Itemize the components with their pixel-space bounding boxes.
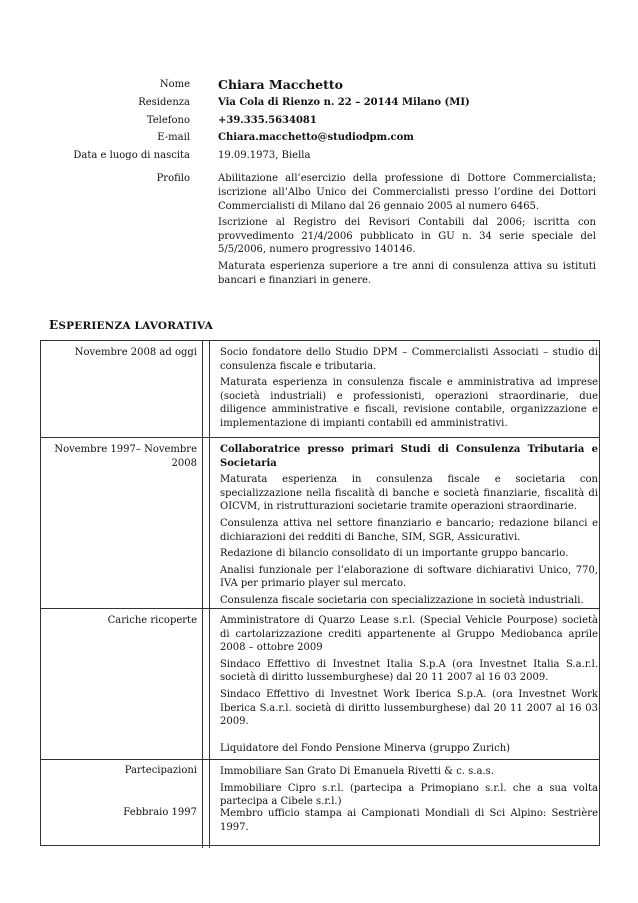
column-divider (202, 341, 210, 437)
residence-value: Via Cola di Rienzo n. 22 – 20144 Milano (MI) (218, 97, 470, 108)
experience-paragraph: Amministratore di Quarzo Lease s.r.l. (Special Vehicle Pourpose) società di cartolarizzazione crediti appartenente al Gruppo Mediobanca aprile 2008 – ottobre 2009 (220, 615, 598, 654)
experience-paragraph: Socio fondatore dello Studio DPM – Commercialisti Associati – studio di consulenza fiscale e tributaria. (220, 347, 598, 372)
name-label: Nome (159, 79, 190, 90)
birth-row (0, 149, 638, 163)
experience-row (41, 437, 599, 608)
experience-period: Novembre 1997– Novembre 2008 (54, 444, 197, 469)
experience-paragraph: Sindaco Effettivo di Investnet Italia S.p.A (ora Investnet Italia S.a.r.l. società di diritto lussemburghese) dal 20 11 2007 al 16 03 2009. (220, 658, 598, 684)
email-value[interactable]: Chiara.macchetto@studiodpm.com (218, 132, 414, 144)
experience-period: Novembre 2008 ad oggi (74, 347, 197, 358)
experience-description (220, 760, 598, 808)
profile-paragraph: Iscrizione al Registro dei Revisori Contabili dal 2006; iscritta con provvedimento 21/4/2006 pubblicato in GU n. 34 serie speciale del 5/5/2006, numero progressivo 140146. (218, 217, 596, 256)
phone-row (0, 114, 638, 128)
section-title-experience (49, 317, 213, 333)
profile-row (0, 172, 638, 290)
experience-row (41, 802, 599, 848)
profile-label: Profilo (156, 173, 190, 185)
experience-period: Partecipazioni (124, 765, 197, 776)
experience-period: Cariche ricoperte (107, 615, 197, 626)
experience-paragraph: Consulenza fiscale societaria con specializzazione in società industriali. (220, 594, 584, 606)
experience-table (40, 340, 600, 846)
experience-description (220, 609, 598, 759)
experience-row (41, 341, 599, 437)
experience-paragraph: Maturata esperienza in consulenza fiscale e societaria con specializzazione nella fiscalità di banche e società finanziarie, fiscalità di OICVM, in ristrutturazioni societarie tramite operazioni straordinarie. (220, 474, 598, 513)
section-title-rest: SPERIENZA LAVORATIVA (58, 320, 213, 332)
phone-label: Telefono (146, 114, 190, 126)
birth-label: Data e luogo di nascita (73, 149, 190, 161)
column-divider (202, 760, 210, 802)
birth-value: 19.09.1973, Biella (218, 149, 311, 161)
profile-paragraph: Abilitazione all’esercizio della professione di Dottore Commercialista; iscrizione all’Albo Unico dei Commercialisti presso l’ordine dei Dottori Commercialisti di Milano dal 26 gennaio 2005 al numero 6465. (218, 173, 596, 212)
phone-value: +39.335.5634081 (218, 114, 317, 126)
personal-info (0, 76, 638, 290)
email-row (0, 131, 638, 145)
name-value: Chiara Macchetto (218, 77, 344, 92)
experience-paragraph: Maturata esperienza in consulenza fiscale e amministrativa ad imprese (società industriali) e professionisti, operazioni straordinarie, due diligence amministrative e fiscali, revisione contabile, organizzazione e implementazione di impianti contabili ed amministrativi. (220, 377, 598, 429)
column-divider (202, 802, 210, 848)
name-row (0, 76, 638, 93)
column-divider (202, 609, 210, 759)
experience-paragraph: Liquidatore del Fondo Pensione Minerva (gruppo Zurich) (220, 742, 511, 754)
email-label: E-mail (157, 132, 190, 144)
experience-paragraph: Sindaco Effettivo di Investnet Work Iberica S.p.A. (ora Investnet Work Iberica S.a.r.l. società di diritto lussemburghese) dal 20 11 2007 al 16 03 2009. (220, 688, 598, 728)
residence-row (0, 96, 638, 110)
experience-heading: Collaboratrice presso primari Studi di Consulenza Tributaria e Societaria (220, 444, 598, 469)
experience-description (220, 438, 598, 608)
experience-paragraph: Consulenza attiva nel settore finanziario e bancario; redazione bilanci e dichiarazioni dei redditi di Banche, SIM, SGR, Assicurativi. (220, 517, 598, 543)
experience-paragraph: Membro ufficio stampa ai Campionati Mondiali di Sci Alpino: Sestrière 1997. (220, 808, 598, 833)
spacer (220, 732, 598, 742)
experience-description (220, 341, 598, 437)
profile-text (218, 172, 596, 290)
experience-paragraph: Redazione di bilancio consolidato di un importante gruppo bancario. (220, 548, 569, 560)
section-title-initial: E (49, 318, 59, 332)
experience-paragraph: Immobiliare Cipro s.r.l. (partecipa a Primopiano s.r.l. che a sua volta partecipa a Cibele s.r.l.) (220, 782, 598, 808)
column-divider (202, 438, 210, 608)
experience-period: Febbraio 1997 (123, 807, 197, 818)
experience-paragraph: Immobiliare San Grato Di Emanuela Rivetti & c. s.a.s. (220, 766, 494, 777)
residence-label: Residenza (138, 97, 190, 108)
experience-row (41, 759, 599, 808)
experience-paragraph: Analisi funzionale per l’elaborazione di software dichiarativi Unico, 770, IVA per primario player sul mercato. (220, 564, 598, 590)
profile-paragraph: Maturata esperienza superiore a tre anni di consulenza attiva su istituti bancari e finanziari in genere. (218, 260, 596, 286)
experience-description (220, 802, 598, 848)
experience-row (41, 608, 599, 759)
